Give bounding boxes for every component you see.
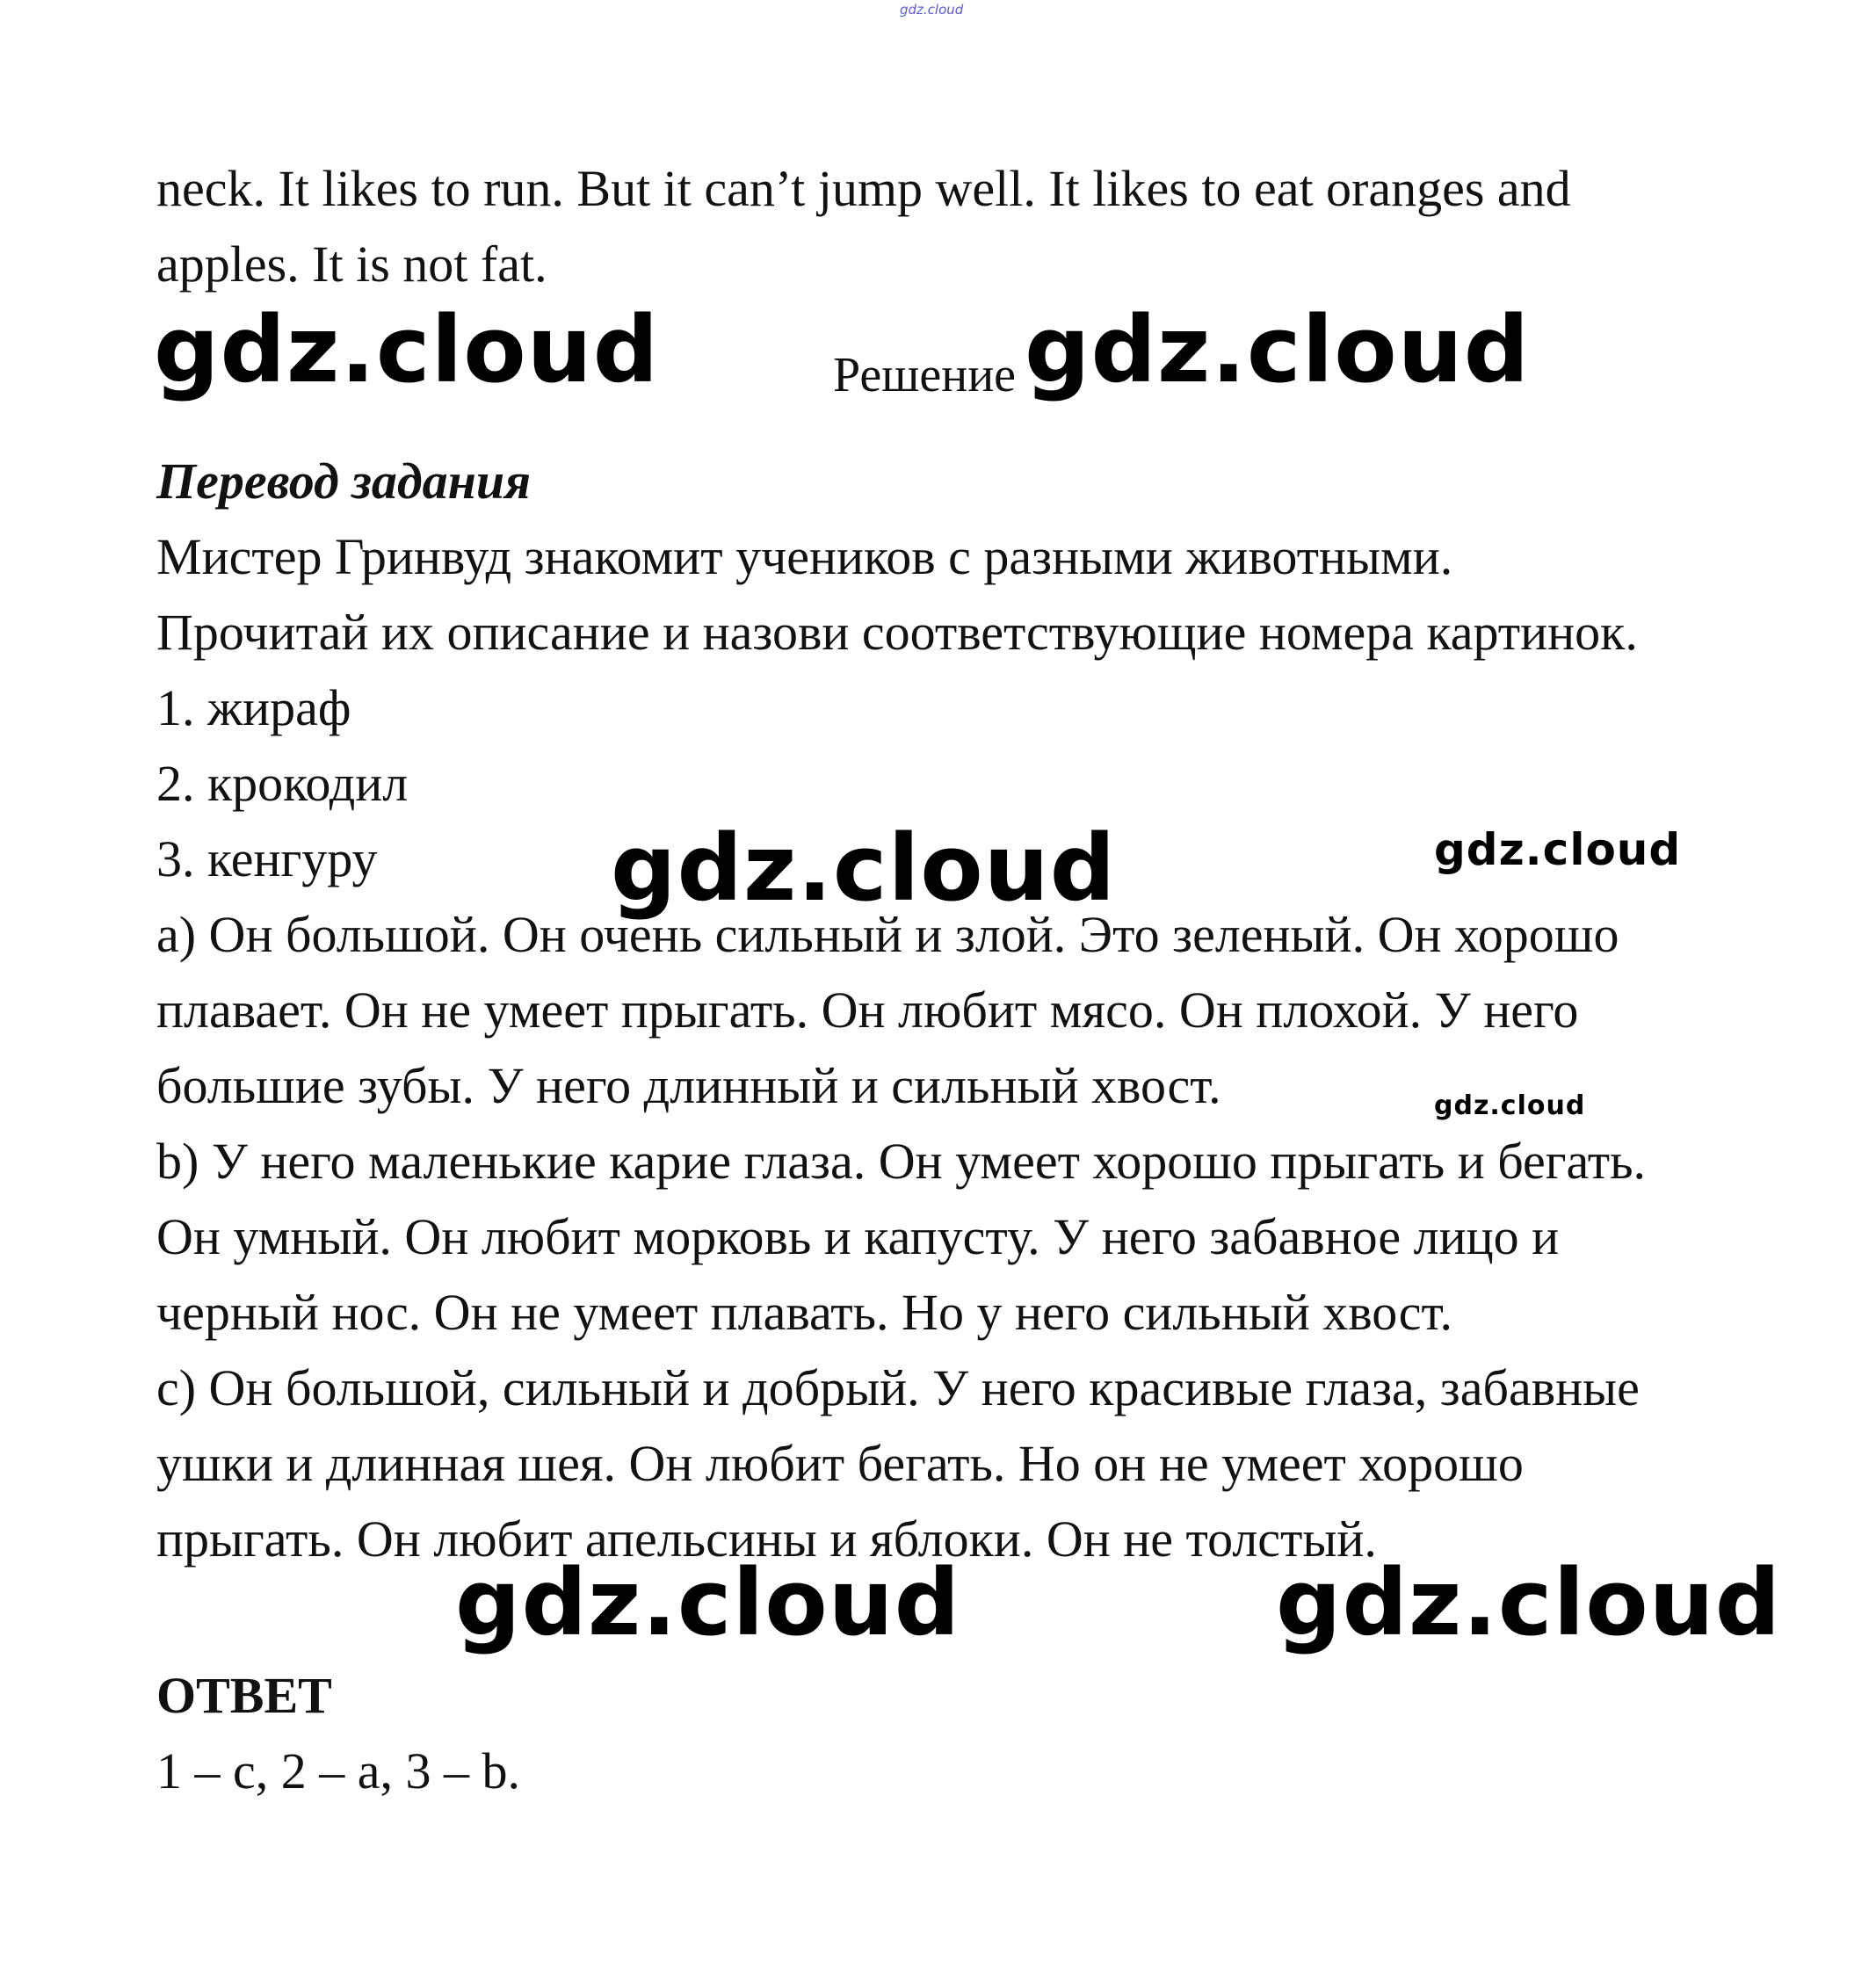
answer-text: 1 – c, 2 – a, 3 – b. (156, 1742, 520, 1800)
english-line-2: apples. It is not fat. (156, 235, 547, 293)
watermark-3: gdz.cloud (611, 815, 1117, 922)
watermark-5: gdz.cloud (1434, 1090, 1586, 1121)
description-line-3: большие зубы. У него длинный и сильный хвост. (156, 1057, 1221, 1114)
description-line-1: a) Он большой. Он очень сильный и злой. Это зеленый. Он хорошо (156, 906, 1619, 963)
item-giraffe: 1. жираф (156, 679, 351, 736)
description-line-7: c) Он большой, сильный и добрый. У него красивые глаза, забавные (156, 1359, 1640, 1416)
intro-line-1: Мистер Гринвуд знакомит учеников с разными животными. (156, 528, 1453, 585)
watermark-6: gdz.cloud (455, 1549, 961, 1656)
watermark-4: gdz.cloud (1434, 824, 1682, 875)
watermark-1: gdz.cloud (154, 296, 660, 403)
item-crocodile: 2. крокодил (156, 755, 409, 812)
intro-line-2: Прочитай их описание и назови соответствующие номера картинок. (156, 604, 1638, 661)
description-line-2: плавает. Он не умеет прыгать. Он любит мясо. Он плохой. У него (156, 981, 1579, 1039)
description-line-5: Он умный. Он любит морковь и капусту. У него забавное лицо и (156, 1208, 1560, 1265)
description-line-6: черный нос. Он не умеет плавать. Но у него сильный хвост. (156, 1284, 1452, 1341)
answer-heading: ОТВЕТ (156, 1667, 332, 1724)
translation-heading: Перевод задания (156, 453, 531, 510)
top-watermark: gdz.cloud (900, 2, 964, 18)
description-line-8: ушки и длинная шея. Он любит бегать. Но он не умеет хорошо (156, 1435, 1524, 1492)
english-line-1: neck. It likes to run. But it can’t jump well. It likes to eat oranges and (156, 160, 1571, 217)
watermark-2: gdz.cloud (1025, 296, 1531, 403)
watermark-7: gdz.cloud (1276, 1549, 1782, 1656)
description-line-9: прыгать. Он любит апельсины и яблоки. Он не толстый. (156, 1510, 1377, 1568)
item-kangaroo: 3. кенгуру (156, 830, 378, 887)
solution-label: Решение (833, 348, 1017, 402)
description-line-4: b) У него маленькие карие глаза. Он умеет хорошо прыгать и бегать. (156, 1133, 1647, 1190)
